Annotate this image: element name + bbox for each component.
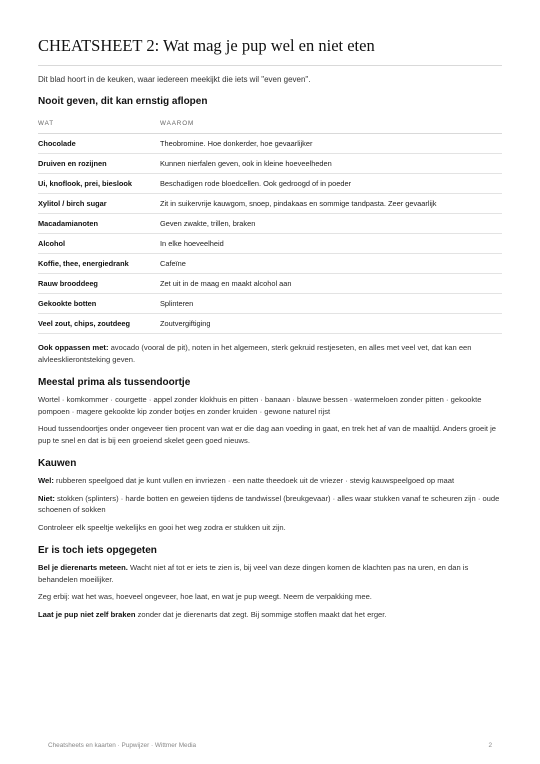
food-reason: Kunnen nierfalen geven, ook in kleine hoeveelheden: [160, 154, 502, 174]
chew-allowed: [38, 475, 502, 487]
table-row: [38, 234, 502, 254]
call-vet-paragraph: [38, 562, 502, 585]
no-vomit-paragraph: [38, 609, 502, 621]
chew-check: Controleer elk speeltje wekelijks en gooi het weg zodra er stukken uit zijn.: [38, 522, 286, 532]
column-header-wat: WAT: [38, 115, 160, 134]
food-reason: Zet uit in de maag en maakt alcohol aan: [160, 274, 502, 294]
call-vet-label: Bel je dierenarts meteen.: [38, 563, 128, 572]
caution-label: Ook oppassen met:: [38, 343, 109, 352]
chew-allowed-label: Wel:: [38, 476, 54, 485]
intro-text: Dit blad hoort in de keuken, waar iedereen meekijkt die iets wil "even geven".: [38, 75, 311, 84]
call-vet-text: Wacht niet af tot er iets te zien is, bij veel van deze dingen komen de klachten pas na uren, en dan is behandelen moeilijker.: [38, 563, 469, 584]
table-row: [38, 314, 502, 334]
page-number: 2: [488, 742, 492, 749]
table-row: [38, 214, 502, 234]
chew-forbidden-label: Niet:: [38, 493, 55, 503]
snack-list: Wortel · komkommer · courgette · appel zonder klokhuis en pitten · banaan · blauwe bessen · watermeloen zonder pitten · gekookte pompoen · magere gekookte kip zonder botjes en zonder kruiden · gewone naturel rijst: [38, 395, 482, 416]
food-reason: Beschadigen rode bloedcellen. Ook gedroogd of in poeder: [160, 174, 502, 194]
page-content: [38, 36, 502, 620]
snack-advice: Houd tussendoortjes onder ongeveer tien procent van wat er die dag aan voeding in gaat, en trek het af van de maaltijd. Anders groeit je pup te snel en dat is bij een groeiend skelet geen goed nieuws.: [38, 424, 497, 445]
food-name: Macadamianoten: [38, 214, 160, 234]
food-name: Xylitol / birch sugar: [38, 194, 160, 214]
chew-forbidden-text: stokken (splinters) · harde botten en geweien tijdens de tandwissel (breukgevaar) · alles waar stukken vanaf te scheuren zijn · oude schoenen of sokken: [38, 493, 500, 514]
table-row: [38, 134, 502, 154]
caution-paragraph: [38, 342, 502, 365]
food-reason: Zoutvergiftiging: [160, 314, 502, 334]
table-row: [38, 194, 502, 214]
food-name: Ui, knoflook, prei, bieslook: [38, 174, 160, 194]
food-name: Gekookte botten: [38, 294, 160, 314]
food-name: Rauw brooddeeg: [38, 274, 160, 294]
food-reason: Theobromine. Hoe donkerder, hoe gevaarlijker: [160, 134, 502, 154]
chew-allowed-text: rubberen speelgoed dat je kunt vullen en invriezen · een natte theedoek uit de vriezer · stevig kauwspeelgoed op maat: [53, 476, 455, 485]
food-reason: Zit in suikervrije kauwgom, snoep, pindakaas en sommige tandpasta. Zeer gevaarlijk: [160, 194, 502, 214]
no-vomit-text: zonder dat je dierenarts dat zegt. Bij sommige stoffen maakt dat het erger.: [135, 609, 387, 619]
section-heading-snacks: Meestal prima als tussendoortje: [38, 377, 191, 388]
food-reason: Geven zwakte, trillen, braken: [160, 214, 502, 234]
food-name: Druiven en rozijnen: [38, 154, 160, 174]
food-reason: Splinteren: [160, 294, 502, 314]
table-row: [38, 254, 502, 274]
food-name: Veel zout, chips, zoutdeeg: [38, 314, 160, 334]
no-vomit-label: Laat je pup niet zelf braken: [38, 609, 136, 619]
column-header-waarom: WAAROM: [160, 115, 502, 134]
page-title: CHEATSHEET 2: Wat mag je pup wel en niet eten: [38, 36, 502, 66]
food-reason: Cafeïne: [160, 254, 502, 274]
table-row: [38, 174, 502, 194]
section-heading-never: Nooit geven, dit kan ernstig aflopen: [38, 96, 208, 107]
table-row: [38, 274, 502, 294]
food-name: Koffie, thee, energiedrank: [38, 254, 160, 274]
food-reason: In elke hoeveelheid: [160, 234, 502, 254]
section-heading-eaten: Er is toch iets opgegeten: [38, 545, 157, 556]
food-name: Alcohol: [38, 234, 160, 254]
caution-text: avocado (vooral de pit), noten in het algemeen, sterk gekruid restjeseten, en alles met veel vet, dat kan een alvleesklierontsteking geven.: [38, 343, 472, 364]
table-row: [38, 154, 502, 174]
tell-vet-paragraph: Zeg erbij: wat het was, hoeveel ongeveer, hoe laat, en wat je pup weegt. Neem de verpakking mee.: [38, 592, 372, 601]
page-footer: [48, 742, 492, 749]
table-row: [38, 294, 502, 314]
food-name: Chocolade: [38, 134, 160, 154]
footer-source: Cheatsheets en kaarten · Pupwijzer · Wittmer Media: [48, 742, 197, 749]
never-feed-table: [38, 115, 502, 334]
chew-forbidden: [38, 493, 502, 516]
section-heading-chew: Kauwen: [38, 458, 77, 469]
table-header-row: [38, 115, 502, 134]
